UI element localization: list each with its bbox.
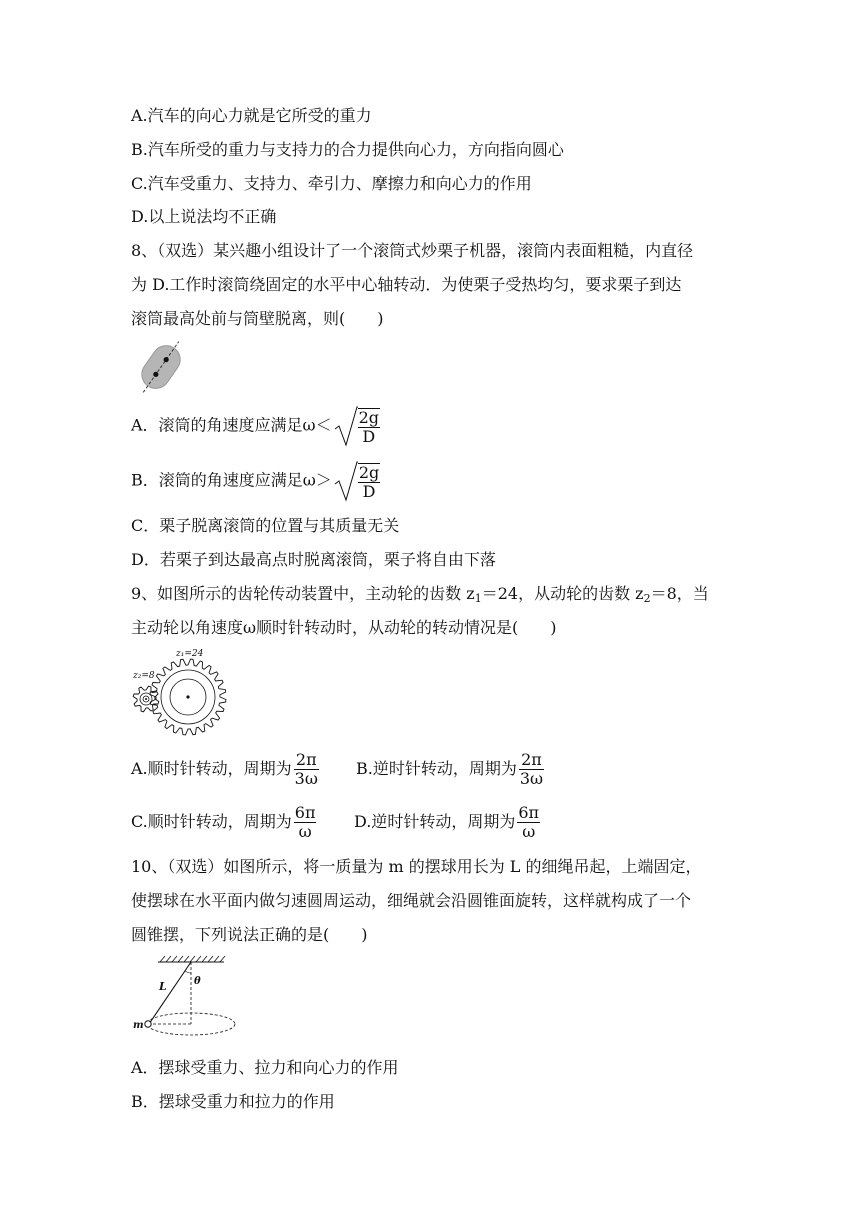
pendulum-label-angle: θ	[194, 976, 201, 987]
conical-pendulum-figure	[128, 952, 240, 1044]
q7-option-a: A.汽车的向心力就是它所受的重力	[131, 106, 372, 125]
q8-stem-line2: 为 D.工作时滚筒绕固定的水平中心轴转动．为使栗子受热均匀，要求栗子到达	[131, 275, 682, 294]
q9-stem-line1: 9、如图所示的齿轮传动装置中，主动轮的齿数 $z_1=24$，从动轮的齿数 $z_2=8$，当	[131, 584, 709, 605]
q10-option-a: A．摆球受重力、拉力和向心力的作用	[131, 1058, 399, 1077]
period-fraction: $\frac{2\pi}{3\omega}$	[294, 750, 318, 788]
period-fraction: $\frac{2\pi}{3\omega}$	[519, 750, 544, 788]
q8-option-b	[131, 460, 380, 502]
q8-stem-line3: 滚筒最高处前与筒壁脱离，则( )	[131, 309, 384, 328]
q10-option-b: B．摆球受重力和拉力的作用	[131, 1092, 335, 1111]
q8-option-a-text: A．滚筒的角速度应满足ω＜	[131, 415, 332, 435]
q7-option-c: C.汽车受重力、支持力、牵引力、摩擦力和向心力的作用	[131, 174, 532, 193]
q9-option-d: D.逆时针转动，周期为 $\frac{6\pi}{\omega}$	[354, 803, 540, 841]
q9-option-b: B.逆时针转动，周期为 $\frac{2\pi}{3\omega}$	[356, 750, 544, 788]
sqrt-2g-over-d: $\frac{2g}{D}$	[334, 405, 380, 447]
q8-stem-line1: 8、（双选）某兴趣小组设计了一个滚筒式炒栗子机器，滚筒内表面粗糙，内直径	[131, 241, 694, 260]
pendulum-label-length: L	[159, 980, 167, 993]
gear-label-z2: z₂=8	[133, 671, 155, 681]
q7-option-d: D.以上说法均不正确	[131, 207, 277, 226]
sqrt-2g-over-d: $\frac{2g}{D}$	[334, 460, 380, 502]
q9-option-a: A.顺时针转动，周期为 $\frac{2\pi}{3\omega}$	[131, 750, 318, 788]
q8-option-b-text: B．滚筒的角速度应满足ω＞	[131, 470, 332, 490]
q9-stem-line2: 主动轮以角速度ω顺时针转动时，从动轮的转动情况是( )	[131, 618, 557, 637]
pendulum-label-mass: m	[133, 1020, 144, 1031]
q10-stem-line2: 使摆球在水平面内做匀速圆周运动，细绳就会沿圆锥面旋转，这样就构成了一个	[131, 891, 692, 910]
period-fraction: $\frac{6\pi}{\omega}$	[294, 803, 316, 841]
q8-option-d: D．若栗子到达最高点时脱离滚筒，栗子将自由下落	[131, 550, 496, 569]
q10-stem-line3: 圆锥摆，下列说法正确的是( )	[131, 925, 368, 944]
q8-option-c: C．栗子脱离滚筒的位置与其质量无关	[131, 516, 400, 535]
q10-stem-line1: 10、（双选）如图所示，将一质量为 m 的摆球用长为 L 的细绳吊起，上端固定，	[131, 857, 702, 876]
q9-option-c: C.顺时针转动，周期为 $\frac{6\pi}{\omega}$	[131, 803, 316, 841]
gear-transmission-figure	[130, 646, 230, 736]
q7-option-b: B.汽车所受的重力与支持力的合力提供向心力，方向指向圆心	[131, 140, 564, 159]
period-fraction: $\frac{6\pi}{\omega}$	[518, 803, 540, 841]
roller-drum-figure	[132, 338, 190, 396]
q8-option-a	[131, 405, 380, 447]
gear-label-z1: z₁=24	[176, 649, 204, 659]
